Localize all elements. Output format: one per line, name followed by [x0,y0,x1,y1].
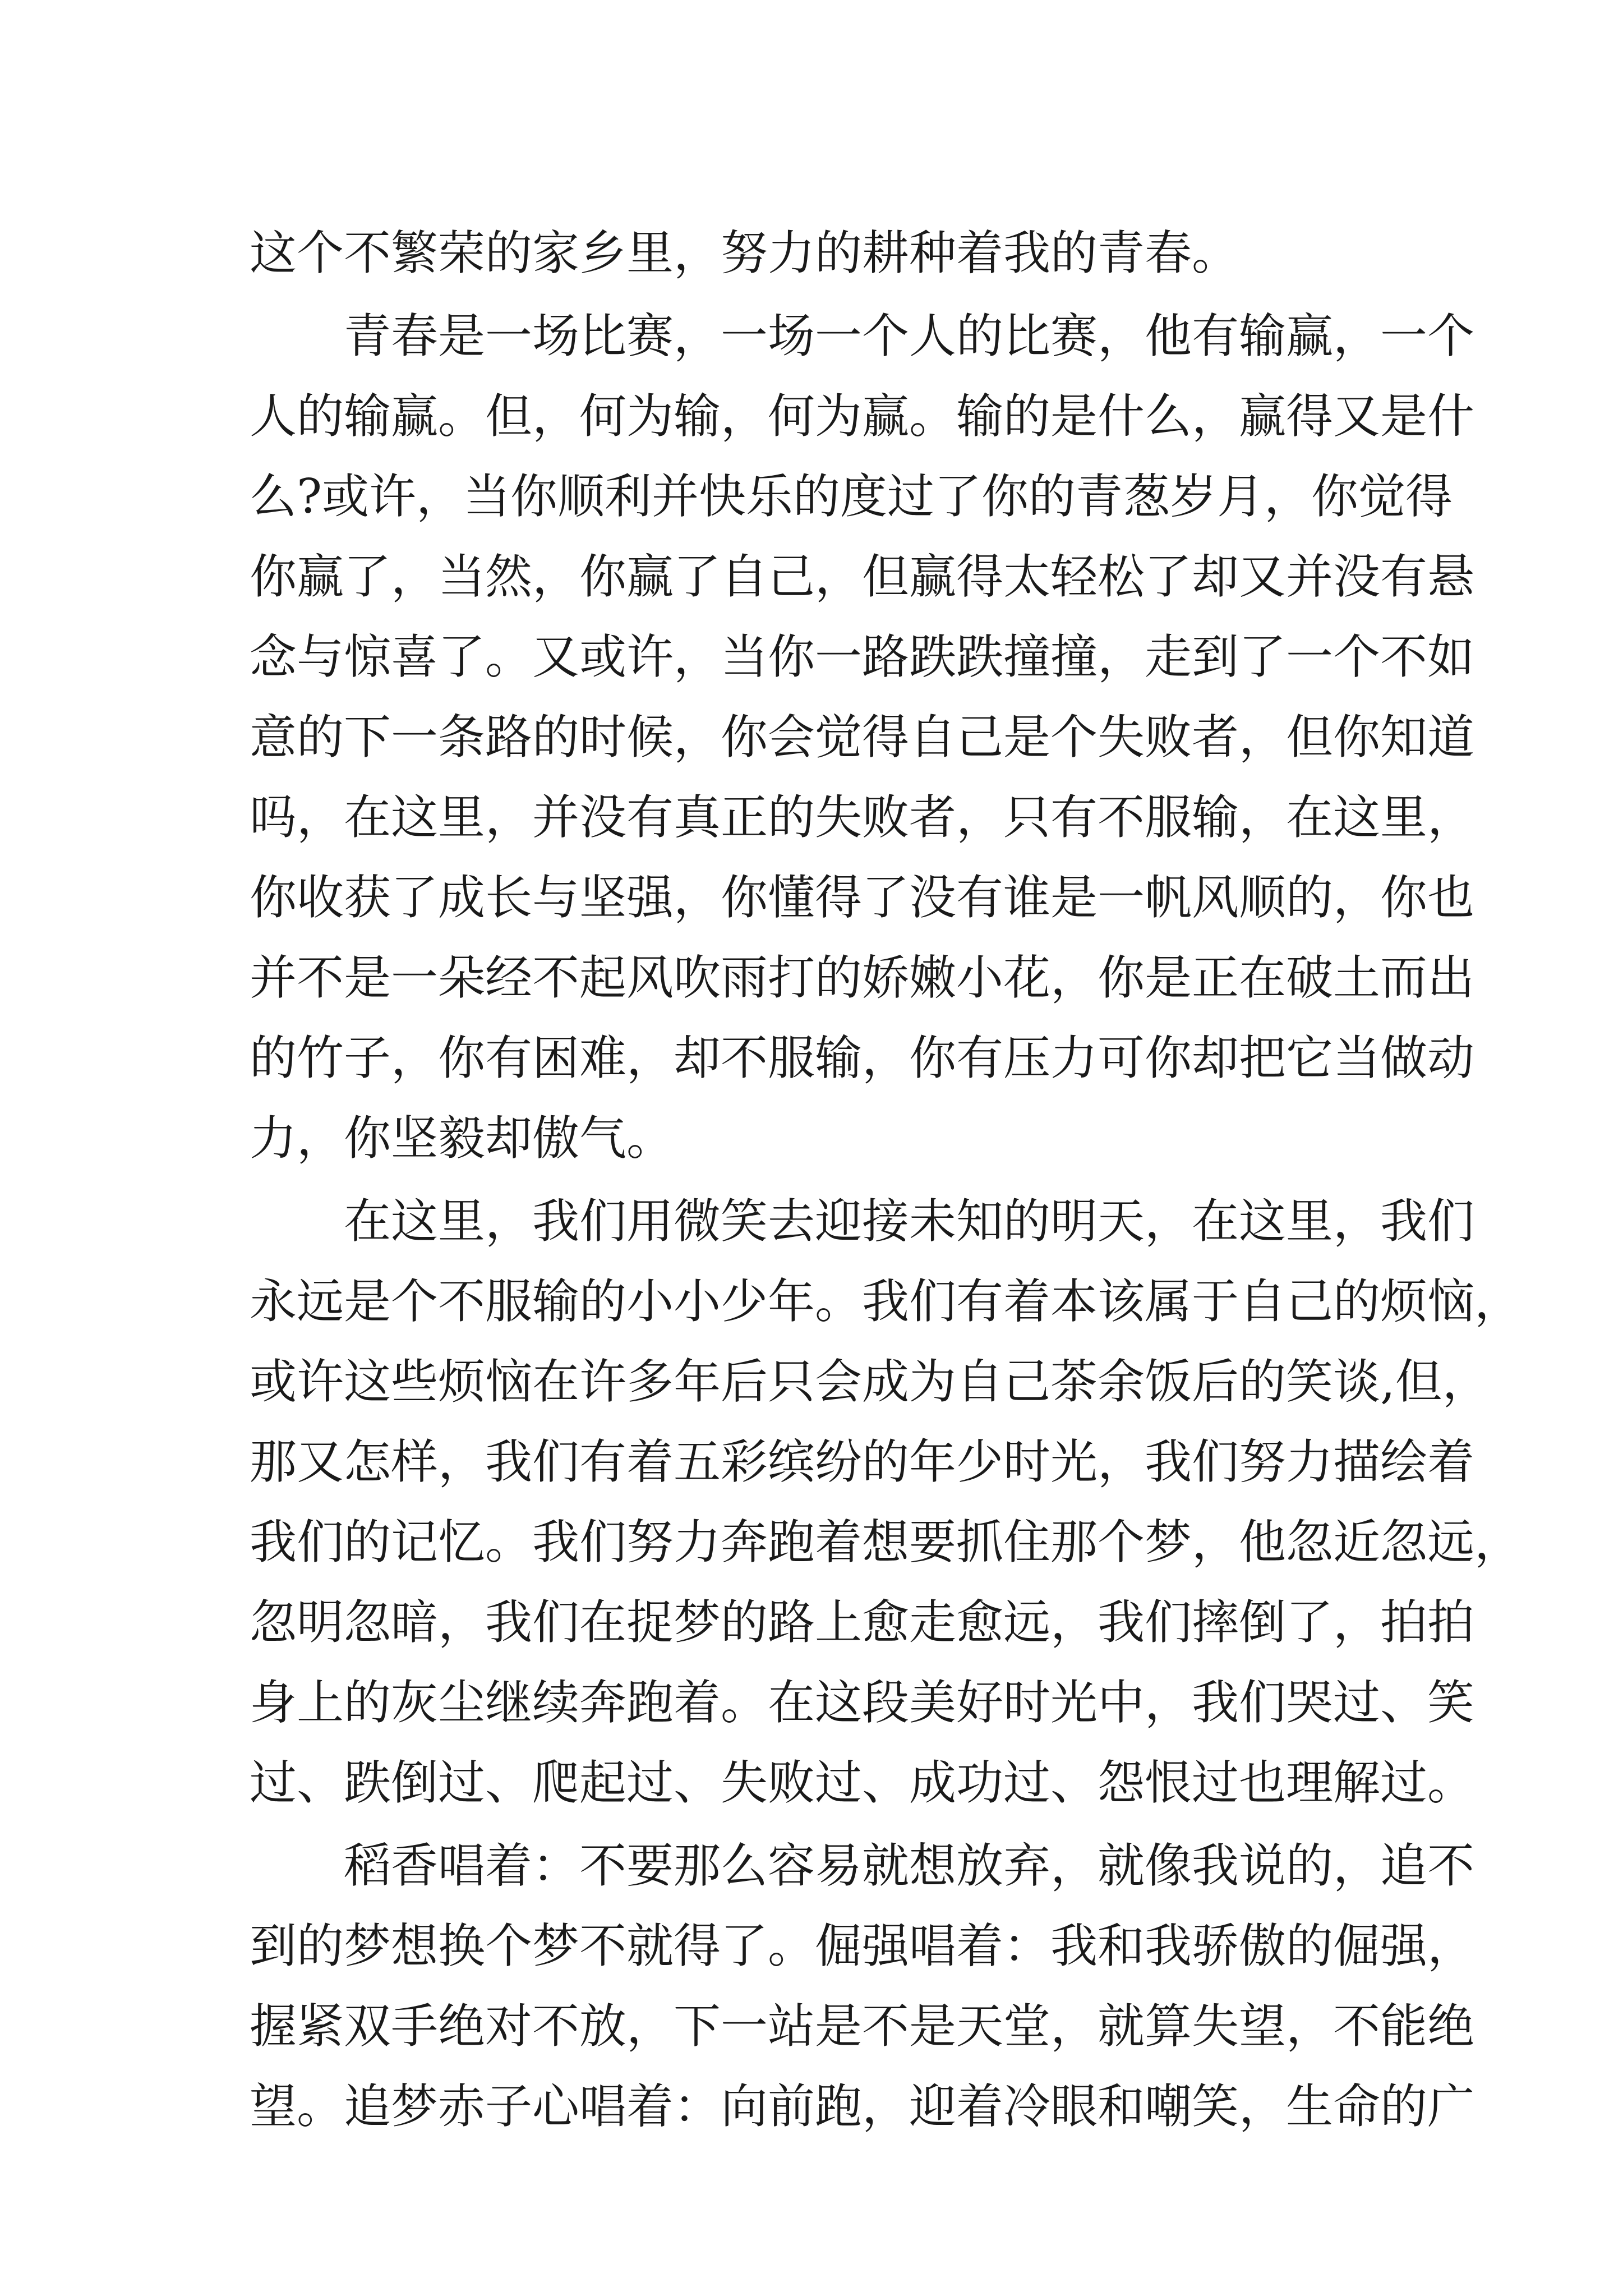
paragraph [250,1181,1522,1823]
text-line: 我们的记忆。我们努力奔跑着想要抓住那个梦，他忽近忽远， [250,1515,1522,1570]
text-line: 青春是一场比赛，一场一个人的比赛，他有输赢，一个 [344,309,1475,364]
document-body [250,213,1522,2147]
text-line: 并不是一朵经不起风吹雨打的娇嫩小花，你是正在破土而出 [250,950,1475,1005]
text-line: 在这里，我们用微笑去迎接未知的明天，在这里，我们 [344,1194,1475,1249]
paragraph [250,1826,1475,2147]
text-line: 或许这些烦恼在许多年后只会成为自己茶余饭后的笑谈,但， [250,1354,1490,1409]
text-line: 力，你坚毅却傲气。 [250,1111,674,1166]
text-line: 你赢了，当然，你赢了自己，但赢得太轻松了却又并没有悬 [250,549,1475,604]
text-line: 握紧双手绝对不放，下一站是不是天堂，就算失望，不能绝 [250,1999,1475,2054]
paragraph [250,296,1475,1179]
text-line: 你收获了成长与坚强，你懂得了没有谁是一帆风顺的，你也 [250,870,1475,925]
text-line: 么?或许，当你顺利并快乐的度过了你的青葱岁月，你觉得 [250,469,1453,524]
paragraph [250,213,1388,293]
text-line: 稻香唱着：不要那么容易就想放弃，就像我说的，追不 [344,1838,1475,1893]
text-line: 忽明忽暗，我们在捉梦的路上愈走愈远，我们摔倒了，拍拍 [250,1595,1475,1650]
text-line: 永远是个不服输的小小少年。我们有着本该属于自己的烦恼， [250,1274,1522,1329]
text-line: 望。追梦赤子心唱着：向前跑，迎着冷眼和嘲笑，生命的广 [250,2079,1475,2134]
text-line: 人的输赢。但，何为输，何为赢。输的是什么，赢得又是什 [250,389,1475,444]
text-line: 过、跌倒过、爬起过、失败过、成功过、怨恨过也理解过。 [250,1755,1475,1810]
text-line: 吗，在这里，并没有真正的失败者，只有不服输，在这里， [250,790,1475,845]
text-line: 那又怎样，我们有着五彩缤纷的年少时光，我们努力描绘着 [250,1434,1475,1489]
text-line: 这个不繁荣的家乡里，努力的耕种着我的青春。 [250,226,1239,280]
text-line: 念与惊喜了。又或许，当你一路跌跌撞撞，走到了一个不如 [250,629,1475,684]
text-line: 到的梦想换个梦不就得了。倔强唱着：我和我骄傲的倔强， [250,1918,1475,1973]
text-line: 身上的灰尘继续奔跑着。在这段美好时光中，我们哭过、笑 [250,1675,1475,1730]
text-line: 的竹子，你有困难，却不服输，你有压力可你却把它当做动 [250,1030,1475,1085]
text-line: 意的下一条路的时候，你会觉得自己是个失败者，但你知道 [250,710,1475,765]
